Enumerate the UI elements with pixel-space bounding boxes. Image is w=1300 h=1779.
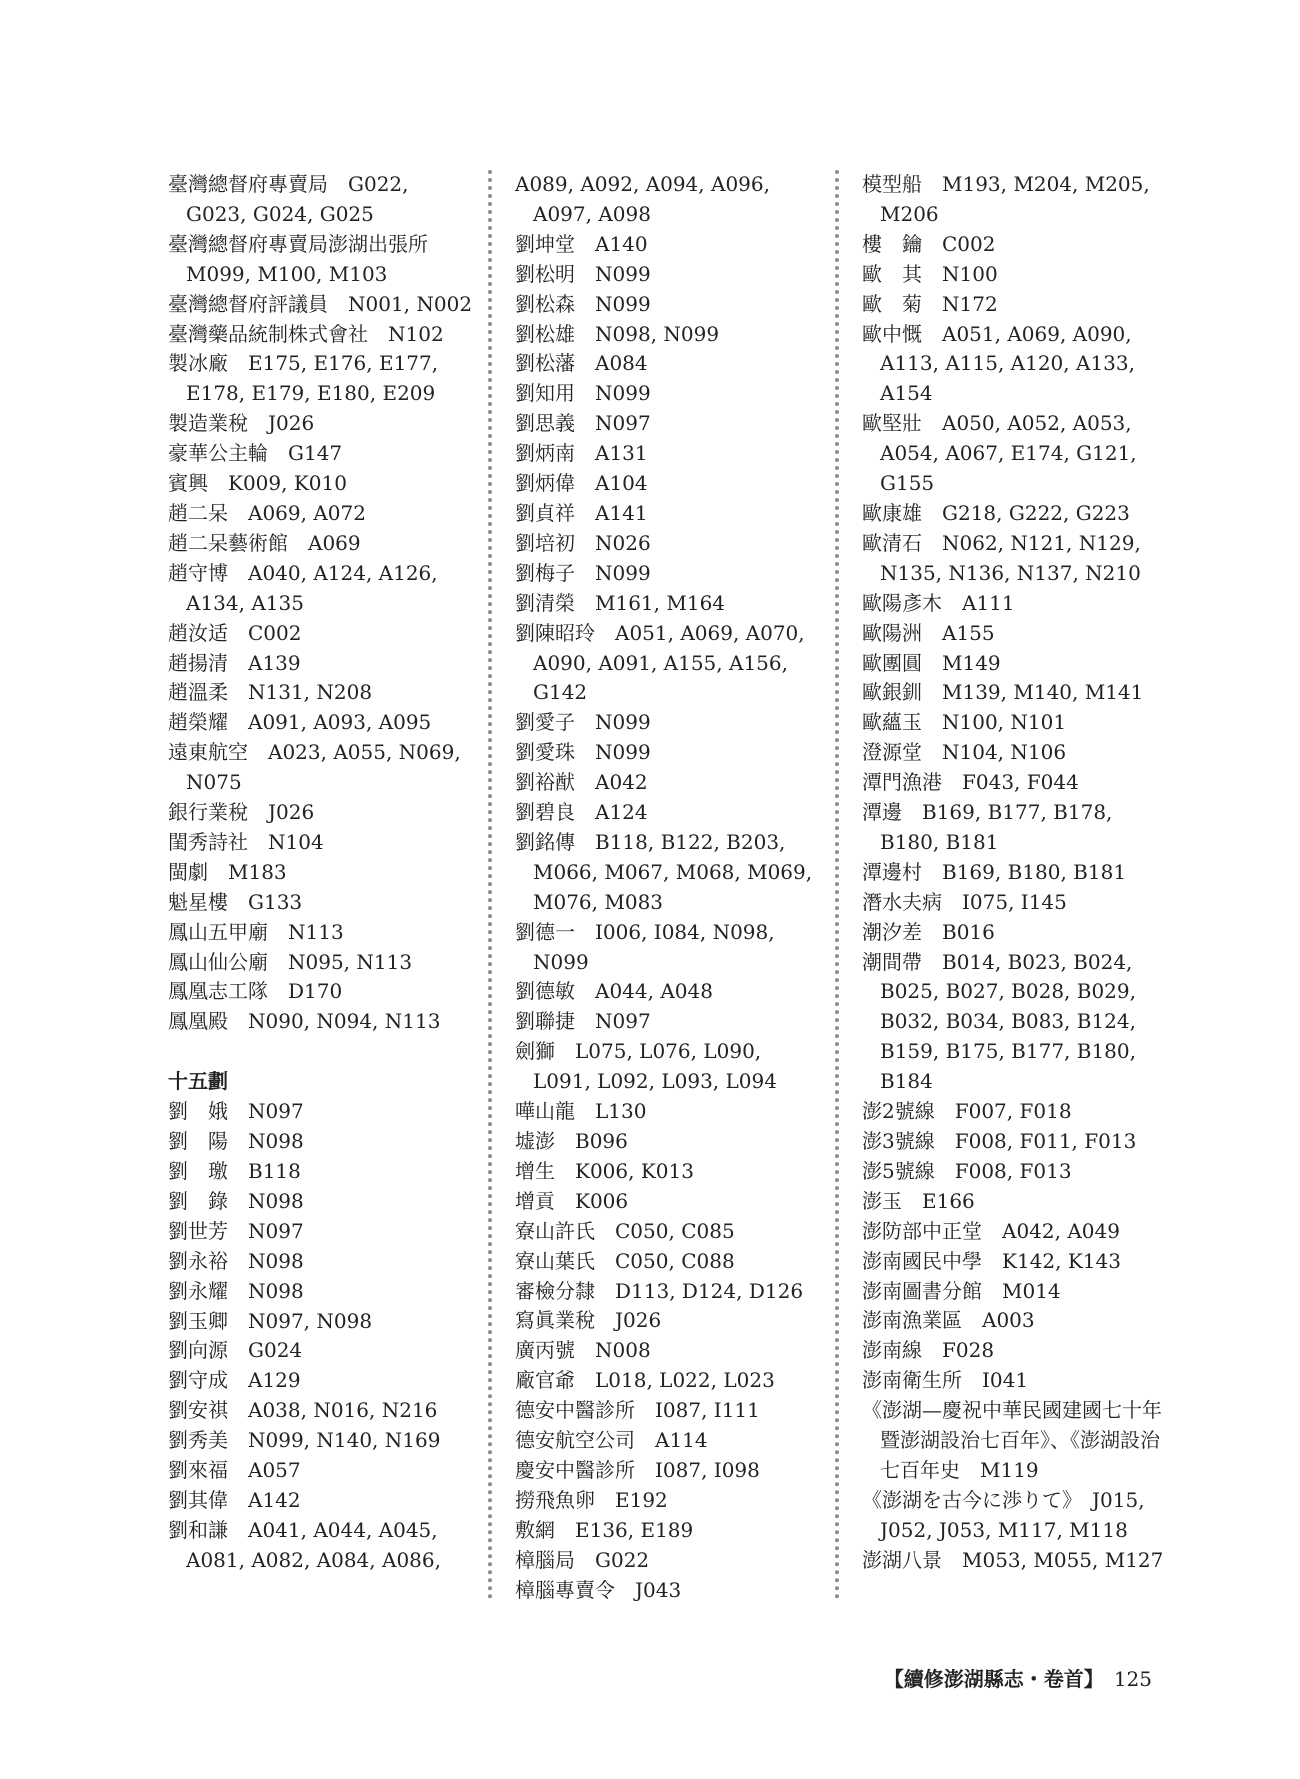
page-number: 125 (1113, 1667, 1152, 1691)
index-entry: 劉世芳 N097 (168, 1218, 304, 1243)
index-entry: 趙汝适 C002 (168, 620, 302, 645)
column-divider-2 (835, 170, 839, 1600)
index-entry: 歐銀釧 M139, M140, M141 (862, 680, 1144, 705)
index-entry: 劉愛子 N099 (515, 710, 651, 735)
index-entry: 歐陽彥木 A111 (862, 590, 1015, 615)
index-entry: 劉松藩 A084 (515, 351, 648, 376)
index-entry: 劉思義 N097 (515, 411, 651, 436)
index-entry: 澎南圖書分館 M014 (862, 1278, 1061, 1303)
index-entry: 劉 璬 B118 (168, 1159, 301, 1183)
index-entry: 魁星樓 G133 (168, 889, 303, 914)
index-entry: 潮汐差 B016 (862, 919, 995, 944)
index-entry: 劉德敏 A044, A048 (515, 979, 713, 1004)
index-entry: 劉愛珠 N099 (515, 740, 651, 765)
index-entry: 劉知用 N099 (515, 381, 651, 406)
index-entry: 臺灣總督府專賣局 G022, G023, G024, G025 (168, 172, 409, 226)
index-entry: 潭邊村 B169, B180, B181 (862, 859, 1127, 884)
index-entry: 鳳凰殿 N090, N094, N113 (168, 1009, 441, 1034)
index-entry: 劉培初 N026 (515, 530, 651, 555)
index-entry: 遠東航空 A023, A055, N069, N075 (168, 740, 461, 795)
index-entry: 劉松明 N099 (515, 261, 651, 286)
page-footer (880, 1663, 1152, 1692)
index-entry: 趙二呆 A069, A072 (168, 500, 366, 525)
index-entry: 慶安中醫診所 I087, I098 (515, 1457, 760, 1482)
index-entry: 嘩山龍 L130 (515, 1099, 647, 1124)
index-entry: 劉坤堂 A140 (515, 231, 648, 256)
index-entry: 《澎湖—慶祝中華民國建國七十年暨澎湖設治七百年》、《澎湖設治七百年史 M119 (862, 1398, 1162, 1482)
index-entry: 澄源堂 N104, N106 (862, 740, 1067, 765)
index-entry: 趙榮耀 A091, A093, A095 (168, 710, 432, 735)
index-entry: 劉銘傳 B118, B122, B203, M066, M067, M068, M069, M076, M083 (515, 829, 813, 914)
index-entry: 劉炳南 A131 (515, 441, 648, 466)
index-entry: 劉松雄 N098, N099 (515, 321, 720, 346)
index-entry: 鳳凰志工隊 D170 (168, 979, 343, 1004)
index-entry: 增貢 K006 (515, 1188, 629, 1213)
index-entry: 劉炳偉 A104 (515, 471, 648, 496)
index-entry: 澎3號線 F008, F011, F013 (862, 1129, 1137, 1153)
index-entry: 潛水夫病 I075, I145 (862, 889, 1067, 914)
index-entry: 《澎湖を古今に渉りて》 J015, J052, J053, M117, M118 (862, 1487, 1145, 1542)
index-entry: 銀行業稅 J026 (168, 800, 315, 825)
index-entry: 澎南漁業區 A003 (862, 1308, 1035, 1333)
index-entry: 德安中醫診所 I087, I111 (515, 1398, 760, 1423)
index-entry: 歐中慨 A051, A069, A090, A113, A115, A120, A133, A154 (862, 321, 1135, 406)
index-column-2 (515, 170, 820, 1606)
index-entry: 廠官爺 L018, L022, L023 (515, 1368, 775, 1393)
book-title: 【續修澎湖縣志・卷首】 (883, 1667, 1104, 1691)
index-entry: 劉永裕 N098 (168, 1248, 304, 1273)
index-entry: 歐 其 N100 (862, 261, 998, 286)
index-entry: 歐團圓 M149 (862, 650, 1001, 675)
index-entry: 潭邊 B169, B177, B178, B180, B181 (862, 800, 1113, 854)
index-entry: 劉和謙 A041, A044, A045, A081, A082, A084, A086, (168, 1517, 441, 1572)
index-entry: 劉秀美 N099, N140, N169 (168, 1428, 441, 1453)
index-entry: 劉陳昭玲 A051, A069, A070, A090, A091, A155, A156, G142 (515, 620, 805, 705)
index-entry: 臺灣總督府專賣局澎湖出張所 M099, M100, M103 (168, 231, 448, 286)
index-entry: 澎2號線 F007, F018 (862, 1099, 1072, 1124)
index-entry: 澎南國民中學 K142, K143 (862, 1248, 1121, 1273)
index-entry: 劉裕猷 A042 (515, 770, 648, 795)
index-entry: 劉來福 A057 (168, 1458, 301, 1483)
index-entry: 趙守博 A040, A124, A126, A134, A135 (168, 560, 438, 615)
column-divider-1 (488, 170, 492, 1600)
index-entry: 劉貞祥 A141 (515, 500, 648, 525)
index-entry: 劉碧良 A124 (515, 800, 648, 825)
index-entry: 劉向源 G024 (168, 1338, 303, 1363)
index-entry: 趙揚清 A139 (168, 650, 301, 675)
index-entry: 趙溫柔 N131, N208 (168, 680, 373, 705)
index-entry: 歐康雄 G218, G222, G223 (862, 500, 1130, 525)
index-entry: 劉清榮 M161, M164 (515, 590, 726, 615)
index-entry: 澎玉 E166 (862, 1188, 975, 1213)
index-entry: 臺灣總督府評議員 N001, N002 (168, 291, 473, 316)
index-entry: 澎5號線 F008, F013 (862, 1158, 1072, 1183)
index-entry: 劉其偉 A142 (168, 1487, 301, 1512)
index-entry: 歐 菊 N172 (862, 291, 998, 316)
index-entry: 閨秀詩社 N104 (168, 829, 324, 854)
index-entry: 豪華公主輪 G147 (168, 441, 343, 466)
index-entry: 劉 錄 N098 (168, 1188, 304, 1213)
section-gap (168, 1037, 473, 1067)
index-entry: 劉梅子 N099 (515, 560, 651, 585)
index-entry: 歐清石 N062, N121, N129, N135, N136, N137, N210 (862, 530, 1141, 585)
index-entry: 劉守成 A129 (168, 1368, 301, 1393)
index-entry: 廣丙號 N008 (515, 1338, 651, 1363)
index-entry: 歐陽洲 A155 (862, 620, 995, 645)
index-entry: 歐蘊玉 N100, N101 (862, 710, 1067, 735)
index-entry: 劉聯捷 N097 (515, 1009, 651, 1034)
index-column-1 (168, 170, 473, 1576)
index-entry: 澎南線 F028 (862, 1338, 995, 1363)
index-entry: 製造業稅 J026 (168, 411, 315, 436)
index-entry: 澎湖八景 M053, M055, M127 (862, 1547, 1164, 1572)
index-entry: 製冰廠 E175, E176, E177, E178, E179, E180, E209 (168, 351, 439, 406)
index-entry: 劉德一 I006, I084, N098, N099 (515, 919, 775, 974)
index-entry: 歐堅壯 A050, A052, A053, A054, A067, E174, G121, G155 (862, 411, 1137, 496)
index-entry: 樟腦專賣令 J043 (515, 1577, 682, 1602)
index-entry: 鳳山仙公廟 N095, N113 (168, 949, 413, 974)
index-entry: 潮間帶 B014, B023, B024, B025, B027, B028, B029, B032, B034, B083, B124, B159, B175, B177, B180, B184 (862, 949, 1136, 1094)
index-entry: 閩劇 M183 (168, 859, 287, 884)
index-entry: 潭門漁港 F043, F044 (862, 770, 1079, 795)
index-entry: 澎防部中正堂 A042, A049 (862, 1218, 1120, 1243)
index-column-3 (862, 170, 1167, 1576)
index-entry: 增生 K006, K013 (515, 1158, 694, 1183)
index-entry: 趙二呆藝術館 A069 (168, 530, 361, 555)
index-entry: 劉 娥 N097 (168, 1099, 304, 1124)
index-entry: 寫眞業稅 J026 (515, 1308, 662, 1333)
index-entry: A089, A092, A094, A096, A097, A098 (515, 172, 770, 226)
index-entry: 樟腦局 G022 (515, 1547, 650, 1572)
index-entry: 臺灣藥品統制株式會社 N102 (168, 321, 444, 346)
index-entry: 撈飛魚卵 E192 (515, 1487, 668, 1512)
index-entry: 劉 陽 N098 (168, 1129, 304, 1154)
index-entry: 墟澎 B096 (515, 1129, 628, 1153)
index-entry: 劍獅 L075, L076, L090, L091, L092, L093, L094 (515, 1039, 777, 1094)
index-entry: 樓 鑰 C002 (862, 231, 996, 256)
index-entry: 審檢分隸 D113, D124, D126 (515, 1278, 804, 1303)
index-entry: 模型船 M193, M204, M205, M206 (862, 172, 1150, 226)
index-entry: 敷網 E136, E189 (515, 1517, 694, 1542)
index-entry: 賓興 K009, K010 (168, 471, 347, 496)
index-entry: 劉永耀 N098 (168, 1278, 304, 1303)
index-entry: 劉松森 N099 (515, 291, 651, 316)
index-entry: 劉安祺 A038, N016, N216 (168, 1398, 438, 1423)
index-entry: 劉玉卿 N097, N098 (168, 1308, 373, 1333)
index-entry: 寮山許氏 C050, C085 (515, 1218, 735, 1243)
index-entry: 澎南衛生所 I041 (862, 1368, 1029, 1393)
index-entry: 鳳山五甲廟 N113 (168, 919, 344, 944)
index-entry: 德安航空公司 A114 (515, 1428, 708, 1453)
section-heading: 十五劃 (168, 1069, 228, 1094)
index-entry: 寮山葉氏 C050, C088 (515, 1248, 735, 1273)
